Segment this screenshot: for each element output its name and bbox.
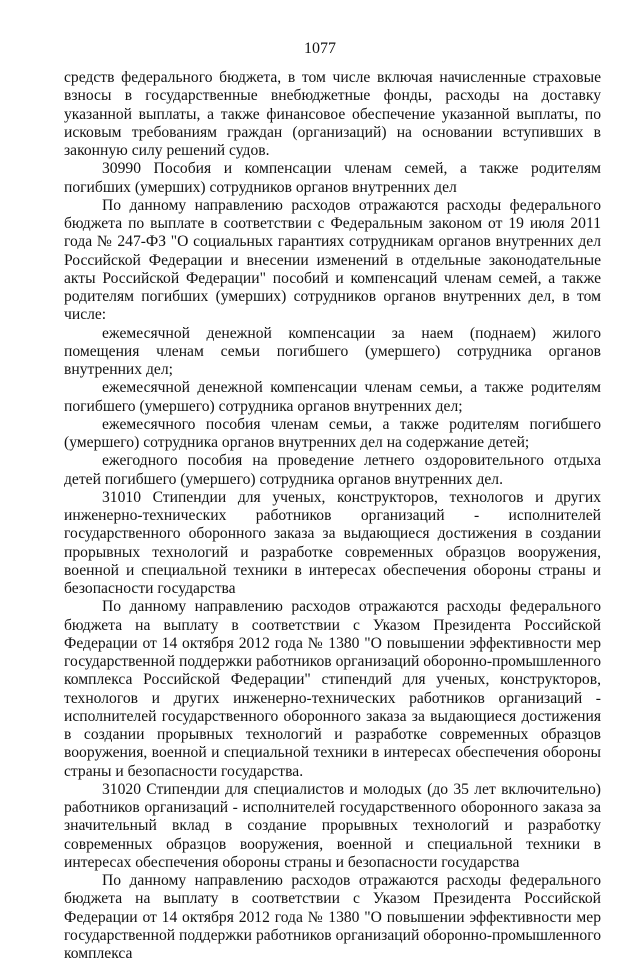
paragraph-30990-description: По данному направлению расходов отражаются расходы федерального бюджета по выплате в соответствии с Федеральным законом от 19 июля 2011 года № 247-ФЗ "О социальных гарантиях сотрудникам органов внутренних дел Российской Федерации и внесении изменений в отдельные законодательные акты Российской Федерации" пособий и компенсаций членам семей, а также родителям погибших (умерших) сотрудников органов внутренних дел, в том числе:	[64, 196, 601, 324]
list-item-housing-compensation: ежемесячной денежной компенсации за наем (поднаем) жилого помещения членам семьи погибшего (умершего) сотрудника органов внутренних дел;	[64, 324, 601, 378]
paragraph-continuation: средств федерального бюджета, в том числе включая начисленные страховые взносы в государственные внебюджетные фонды, расходы на доставку указанной выплаты, а также финансовое обеспечение указанной выплаты, по исковым требованиям граждан (организаций) на основании вступивших в законную силу решений судов.	[64, 69, 601, 159]
section-heading-30990: 30990 Пособия и компенсации членам семей, а также родителям погибших (умерших) сотрудников органов внутренних дел	[64, 160, 601, 196]
list-item-monthly-compensation: ежемесячной денежной компенсации членам семьи, а также родителям погибшего (умершего) сотрудника органов внутренних дел;	[64, 379, 601, 415]
paragraph-31020-description: По данному направлению расходов отражаются расходы федерального бюджета на выплату в соответствии с Указом Президента Российской Федерации от 14 октября 2012 года № 1380 "О повышении эффективности мер государственной поддержки работников организаций оборонно-промышленного комплекса	[64, 872, 601, 962]
paragraph-31010-description: По данному направлению расходов отражаются расходы федерального бюджета на выплату в соответствии с Указом Президента Российской Федерации от 14 октября 2012 года № 1380 "О повышении эффективности мер государственной поддержки работников организаций оборонно-промышленного комплекса Российской Федерации" стипендий для ученых, конструкторов, технологов и других инженерно-технических работников организаций - исполнителей государственного оборонного заказа за выдающиеся достижения в создании прорывных технологий и разработке современных образцов вооружения, военной и специальной техники в интересах обеспечения обороны страны и безопасности государства.	[64, 598, 601, 780]
document-body	[64, 69, 601, 963]
list-item-child-allowance: ежемесячного пособия членам семьи, а также родителям погибшего (умершего) сотрудника органов внутренних дел на содержание детей;	[64, 415, 601, 451]
section-heading-31020: 31020 Стипендии для специалистов и молодых (до 35 лет включительно) работников организаций - исполнителей государственного оборонного заказа за значительный вклад в создание прорывных технологий и разработку современных образцов вооружения, военной и специальной техники в интересах обеспечения обороны страны и безопасности государства	[64, 780, 601, 871]
page-number: 1077	[304, 40, 336, 57]
section-heading-31010: 31010 Стипендии для ученых, конструкторов, технологов и других инженерно-технических работников организаций - исполнителей государственного оборонного заказа за выдающиеся достижения в создании прорывных технологий и разработке современных образцов вооружения, военной и специальной техники в интересах обеспечения обороны страны и безопасности государства	[64, 488, 601, 597]
list-item-summer-rest-allowance: ежегодного пособия на проведение летнего оздоровительного отдыха детей погибшего (умершего) сотрудника органов внутренних дел.	[64, 452, 601, 488]
